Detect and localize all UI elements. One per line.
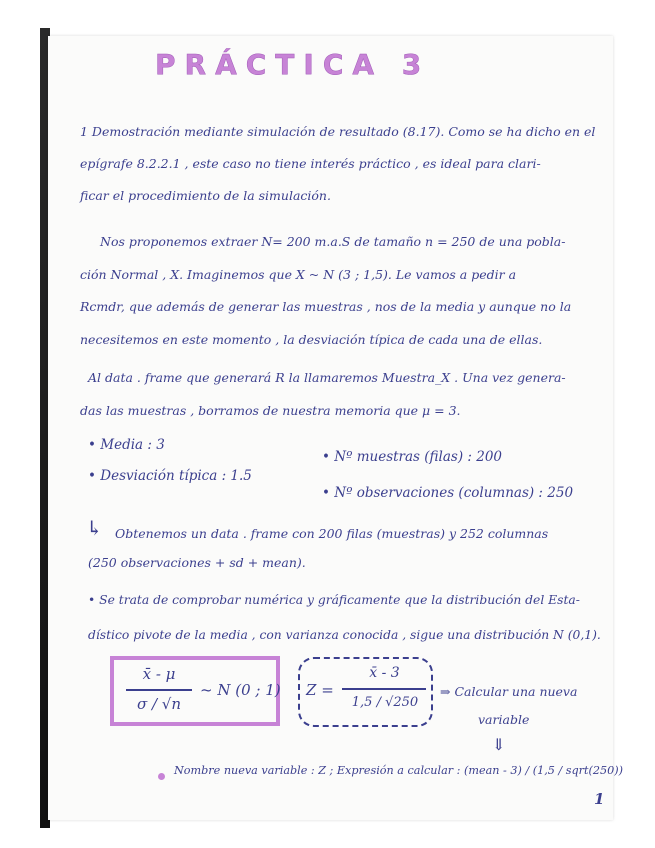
formula2-denominator: 1,5 / √250: [351, 695, 419, 710]
section2-line: Al data . frame que generará R la llamaremos Muestra_X . Una vez genera-: [88, 370, 566, 385]
bullet-icon: [158, 773, 165, 780]
note-line: ⇒ Calcular una nueva: [440, 684, 578, 699]
section3-line: dístico pivote de la media , con varianza conocida , sigue una distribución N (0,1).: [88, 628, 601, 642]
section2-line: necesitemos en este momento , la desviación típica de cada una de ellas.: [80, 332, 543, 347]
page-title: PRÁCTICA 3: [155, 48, 431, 81]
section2-line: ción Normal , X. Imaginemos que X ~ N (3 ; 1,5). Le vamos a pedir a: [80, 267, 517, 282]
formula2-lhs: Z =: [306, 681, 334, 699]
section2-line: Nos proponemos extraer N= 200 m.a.S de tamaño n = 250 de una pobla-: [100, 234, 566, 249]
final-instruction: Nombre nueva variable : Z ; Expresión a calcular : (mean - 3) / (1,5 / sqrt(250)): [174, 764, 623, 777]
formula1-distribution: ~ N (0 ; 1): [200, 681, 281, 699]
formula2-fraction-line: [342, 688, 426, 690]
section2-line: Rcmdr, que además de generar las muestras , nos de la media y aunque no la: [80, 299, 572, 314]
section3-line: • Se trata de comprobar numérica y gráficamente que la distribución del Esta-: [88, 593, 580, 607]
param-media: • Media : 3: [88, 437, 165, 453]
note-line: variable: [478, 712, 530, 727]
result-arrow-icon: ↳: [86, 516, 103, 540]
param-n-muestras: • Nº muestras (filas) : 200: [322, 449, 502, 465]
formula1-numerator: x̄ - μ: [142, 665, 176, 683]
formula2-numerator: x̄ - 3: [369, 665, 400, 681]
formula1-fraction-line: [126, 689, 192, 691]
param-n-observaciones: • Nº observaciones (columnas) : 250: [322, 485, 574, 501]
result-line: Obtenemos un data . frame con 200 filas (muestras) y 252 columnas: [115, 526, 549, 541]
page-number: 1: [594, 790, 605, 808]
formula1-denominator: σ / √n: [136, 695, 182, 713]
result-line: (250 observaciones + sd + mean).: [88, 555, 306, 570]
section1-line: epígrafe 8.2.2.1 , este caso no tiene interés práctico , es ideal para clari-: [80, 156, 541, 171]
param-desviacion: • Desviación típica : 1.5: [88, 468, 252, 484]
section1-line: 1 Demostración mediante simulación de resultado (8.17). Como se ha dicho en el: [80, 124, 596, 139]
section1-line: ficar el procedimiento de la simulación.: [80, 188, 331, 203]
down-arrow-icon: ⇓: [492, 735, 506, 754]
section2-line: das las muestras , borramos de nuestra memoria que μ = 3.: [80, 403, 461, 418]
